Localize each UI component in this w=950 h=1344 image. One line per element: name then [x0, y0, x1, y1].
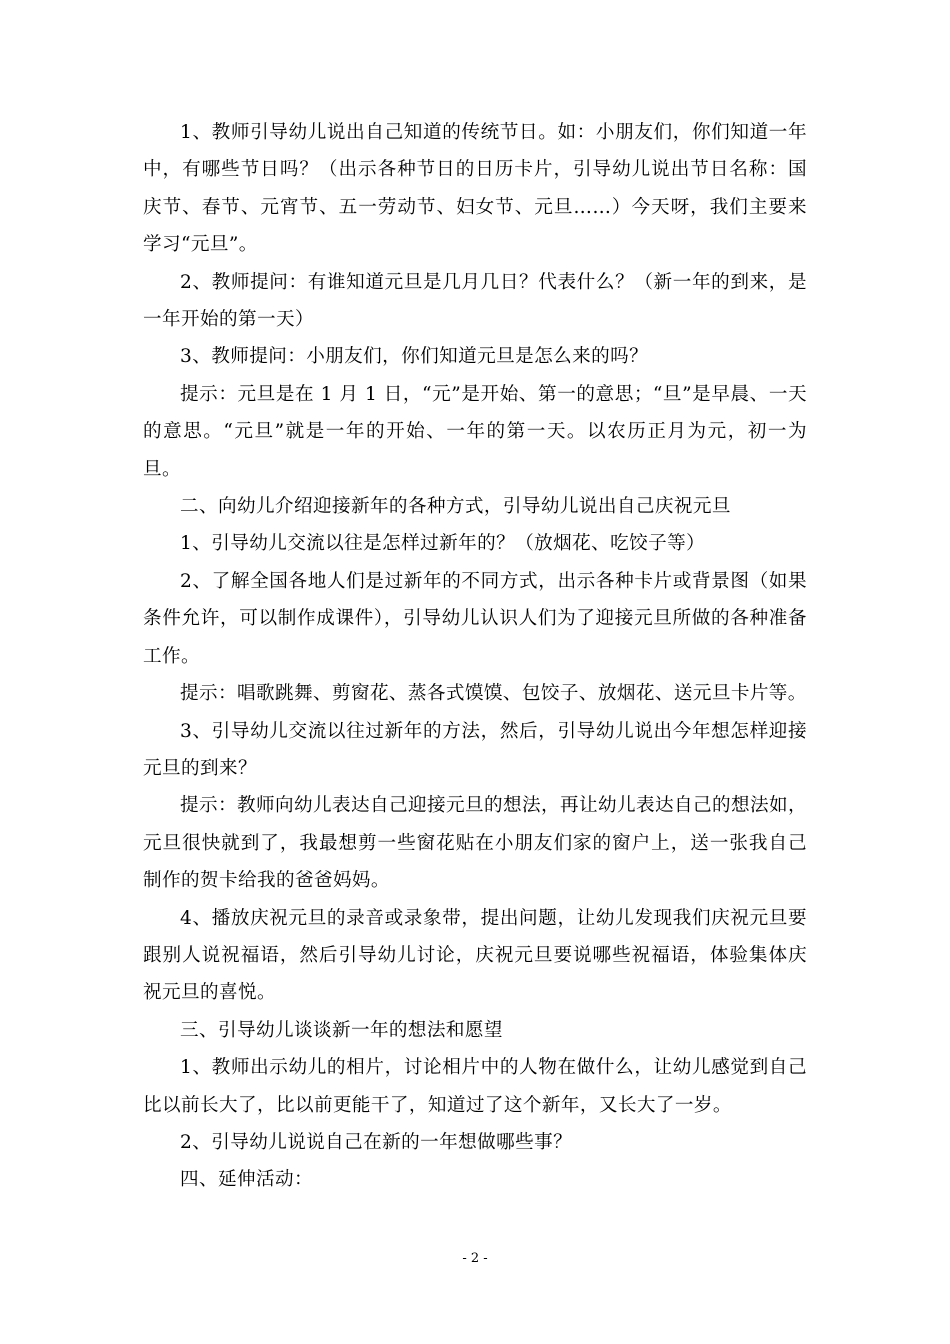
document-body	[143, 114, 807, 1199]
paragraph-10: 提示：教师向幼儿表达自己迎接元旦的想法，再让幼儿表达自己的想法如，元旦很快就到了，我最想剪一些窗花贴在小朋友们家的窗户上，送一张我自己制作的贺卡给我的爸爸妈妈。	[143, 795, 807, 892]
paragraph-2: 2、教师提问：有谁知道元旦是几月几日？代表什么？（新一年的到来，是一年开始的第一天）	[143, 271, 807, 331]
paragraph-3: 3、教师提问：小朋友们，你们知道元旦是怎么来的吗？	[180, 346, 649, 368]
paragraph-9: 3、引导幼儿交流以往过新年的方法，然后，引导幼儿说出今年想怎样迎接元旦的到来？	[143, 720, 807, 779]
paragraph-13: 1、教师出示幼儿的相片，讨论相片中的人物在做什么，让幼儿感觉到自己比以前长大了，比以前更能干了，知道过了这个新年，又长大了一岁。	[143, 1057, 807, 1116]
paragraph-4: 提示：元旦是在 1 月 1 日，“元”是开始、第一的意思；“旦”是早晨、一天的意思。“元旦”就是一年的开始、一年的第一天。以农历正月为元，初一为旦。	[143, 383, 807, 480]
paragraph-1: 1、教师引导幼儿说出自己知道的传统节日。如：小朋友们，你们知道一年中，有哪些节日吗？（出示各种节日的日历卡片，引导幼儿说出节日名称：国庆节、春节、元宵节、五一劳动节、妇女节、元旦……）今天呀，我们主要来学习“元旦”。	[143, 122, 807, 256]
section-heading-2: 二、向幼儿介绍迎接新年的各种方式，引导幼儿说出自己庆祝元旦	[180, 496, 731, 518]
page-number: - 2 -	[462, 1251, 488, 1266]
section-heading-4: 四、延伸活动：	[180, 1169, 313, 1191]
paragraph-14: 2、引导幼儿说说自己在新的一年想做哪些事？	[180, 1131, 573, 1153]
paragraph-11: 4、播放庆祝元旦的录音或录象带，提出问题，让幼儿发现我们庆祝元旦要跟别人说祝福语，然后引导幼儿讨论，庆祝元旦要说哪些祝福语，体验集体庆祝元旦的喜悦。	[143, 907, 807, 1004]
paragraph-6: 1、引导幼儿交流以往是怎样过新年的？（放烟花、吃饺子等）	[180, 533, 706, 555]
paragraph-7: 2、了解全国各地人们是过新年的不同方式，出示各种卡片或背景图（如果条件允许，可以制作成课件），引导幼儿认识人们为了迎接元旦所做的各种准备工作。	[143, 570, 807, 667]
paragraph-8: 提示：唱歌跳舞、剪窗花、蒸各式馍馍、包饺子、放烟花、送元旦卡片等。	[180, 683, 807, 705]
section-heading-3: 三、引导幼儿谈谈新一年的想法和愿望	[180, 1019, 503, 1041]
